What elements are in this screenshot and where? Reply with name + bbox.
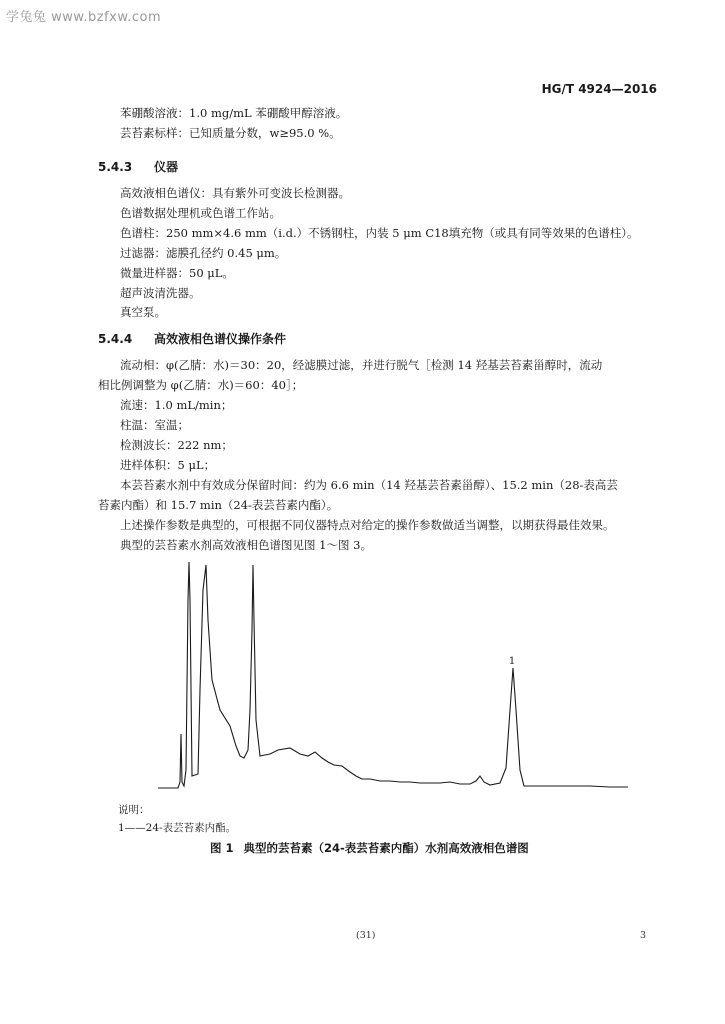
instrument-line: 高效液相色谱仪：具有紫外可变波长检测器。	[120, 186, 350, 200]
condition-line: 相比例调整为 φ(乙腈：水)＝60：40］；	[98, 378, 304, 392]
condition-line: 流动相：φ(乙腈：水)＝30：20，经滤膜过滤，并进行脱气［检测 14 羟基芸苔素甾醇时，流动	[120, 358, 603, 372]
instrument-line: 超声波清洗器。	[120, 286, 201, 300]
section-title: 仪器	[154, 160, 179, 174]
condition-line: 本芸苔素水剂中有效成分保留时间：约为 6.6 min（14 羟基芸苔素甾醇）、15.2 min（28-表高芸	[120, 478, 618, 492]
instrument-line: 真空泵。	[120, 305, 166, 319]
standard-code: HG/T 4924—2016	[541, 82, 657, 96]
watermark: 学兔兔 www.bzfxw.com	[6, 10, 162, 25]
page-footer-center: (31)	[356, 930, 376, 941]
instrument-line: 微量进样器：50 μL。	[120, 266, 234, 280]
notes-heading: 说明：	[118, 804, 150, 816]
reagent-line: 芸苔素标样：已知质量分数，w≥95.0 %。	[120, 126, 341, 140]
notes-item: 1——24-表芸苔素内酯。	[118, 822, 237, 834]
chromatogram	[150, 560, 630, 796]
section-number: 5.4.4	[98, 332, 133, 346]
condition-line: 进样体积：5 μL；	[120, 458, 216, 472]
instrument-line: 色谱柱：250 mm×4.6 mm（i.d.）不锈钢柱，内装 5 μm C18填充物（或具有同等效果的色谱柱）。	[120, 226, 639, 240]
reagent-line: 苯硼酸溶液：1.0 mg/mL 苯硼酸甲醇溶液。	[120, 106, 348, 120]
section-title: 高效液相色谱仪操作条件	[154, 332, 287, 346]
peak-label: 1	[508, 656, 516, 667]
condition-line: 检测波长：222 nm；	[120, 438, 233, 452]
section-heading-544	[98, 330, 286, 347]
figure-title: 典型的芸苔素（24-表芸苔素内酯）水剂高效液相色谱图	[243, 841, 529, 855]
condition-line: 上述操作参数是典型的，可根据不同仪器特点对给定的操作参数做适当调整，以期获得最佳效果。	[120, 518, 615, 532]
figure-number: 图 1	[210, 841, 234, 855]
section-heading-543	[98, 158, 178, 175]
instrument-line: 过滤器：滤膜孔径约 0.45 μm。	[120, 246, 287, 260]
chromatogram-trace	[158, 562, 628, 788]
condition-line: 流速：1.0 mL/min；	[120, 398, 233, 412]
page-number: 3	[640, 930, 647, 941]
figure-caption	[210, 840, 529, 856]
condition-line: 柱温：室温；	[120, 418, 189, 432]
instrument-line: 色谱数据处理机或色谱工作站。	[120, 206, 281, 220]
condition-line: 典型的芸苔素水剂高效液相色谱图见图 1～图 3。	[120, 538, 372, 552]
condition-line: 苔素内酯）和 15.7 min（24-表芸苔素内酯）。	[98, 498, 339, 512]
section-number: 5.4.3	[98, 160, 133, 174]
